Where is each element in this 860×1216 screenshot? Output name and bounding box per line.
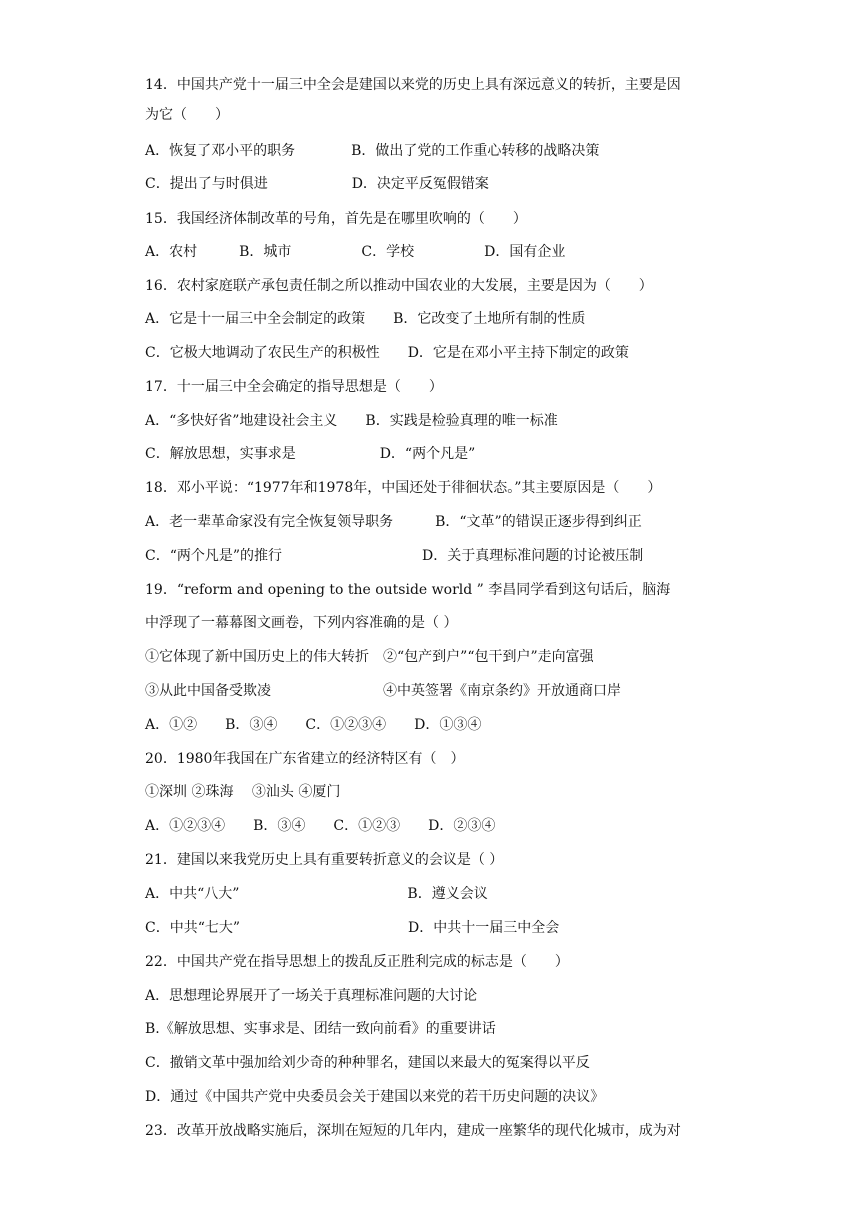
- question-stem: 19．“reform and opening to the outside world ” 李昌同学看到这句话后，脑海: [145, 582, 671, 598]
- answer-option-line: A．老一辈革命家没有完全恢复领导职务 B．“文革”的错误正逐步得到纠正: [145, 514, 642, 530]
- answer-option-line: A．“多快好省”地建设社会主义 B．实践是检验真理的唯一标准: [145, 413, 558, 429]
- answer-option-line: A．它是十一届三中全会制定的政策 B．它改变了土地所有制的性质: [145, 311, 586, 327]
- question-stem: 23．改革开放战略实施后，深圳在短短的几年内，建成一座繁华的现代化城市，成为对: [145, 1123, 681, 1139]
- answer-option-line: C．“两个凡是”的推行 D．关于真理标准问题的讨论被压制: [145, 548, 644, 564]
- answer-option-line: A．恢复了邓小平的职务 B．做出了党的工作重心转移的战略决策: [145, 143, 600, 159]
- question-stem: 21．建国以来我党历史上具有重要转折意义的会议是（ ）: [145, 852, 504, 868]
- question-stem-continuation: 为它（ ）: [145, 107, 229, 123]
- answer-option-line: C．撤销文革中强加给刘少奇的种种罪名，建国以来最大的冤案得以平反: [145, 1055, 590, 1071]
- question-stem: 18．邓小平说：“1977年和1978年，中国还处于徘徊状态。”其主要原因是（ ）: [145, 480, 662, 496]
- answer-option-line: A．中共“八大” B．遵义会议: [145, 886, 488, 902]
- answer-option-line: A．农村 B．城市 C．学校 D．国有企业: [145, 244, 566, 260]
- answer-option-line: A．①②③④ B．③④ C．①②③ D．②③④: [145, 818, 496, 834]
- answer-option-line: A．思想理论界展开了一场关于真理标准问题的大讨论: [145, 988, 478, 1004]
- answer-option-line: C．它极大地调动了农民生产的积极性 D．它是在邓小平主持下制定的政策: [145, 345, 629, 361]
- question-stem: 22．中国共产党在指导思想上的拨乱反正胜利完成的标志是（ ）: [145, 954, 569, 970]
- answer-option-line: C．提出了与时俱进 D．决定平反冤假错案: [145, 176, 489, 192]
- question-stem: 17．十一届三中全会确定的指导思想是（ ）: [145, 379, 443, 395]
- question-stem: 14．中国共产党十一届三中全会是建国以来党的历史上具有深远意义的转折，主要是因: [145, 77, 681, 93]
- question-stem: 20．1980年我国在广东省建立的经济特区有（ ）: [145, 751, 465, 767]
- question-stem-continuation: 中浮现了一幕幕图文画卷，下列内容准确的是（ ）: [145, 615, 458, 631]
- answer-option-line: C．解放思想，实事求是 D．“两个凡是”: [145, 446, 476, 462]
- numbered-statement-line: ①它体现了新中国历史上的伟大转折 ②“包产到户”“包干到户”走向富强: [145, 649, 594, 665]
- answer-option-line: B.《解放思想、实事求是、团结一致向前看》的重要讲话: [145, 1021, 496, 1037]
- numbered-statement-line: ①深圳 ②珠海 ③汕头 ④厦门: [145, 784, 341, 800]
- answer-option-line: A．①② B．③④ C．①②③④ D．①③④: [145, 717, 482, 733]
- question-stem: 16．农村家庭联产承包责任制之所以推动中国农业的大发展，主要是因为（ ）: [145, 278, 653, 294]
- numbered-statement-line: ③从此中国备受欺凌 ④中英签署《南京条约》开放通商口岸: [145, 683, 621, 699]
- answer-option-line: C．中共“七大” D．中共十一届三中全会: [145, 920, 560, 936]
- answer-option-line: D．通过《中国共产党中央委员会关于建国以来党的若干历史问题的决议》: [145, 1089, 605, 1105]
- question-stem: 15．我国经济体制改革的号角，首先是在哪里吹响的（ ）: [145, 211, 527, 227]
